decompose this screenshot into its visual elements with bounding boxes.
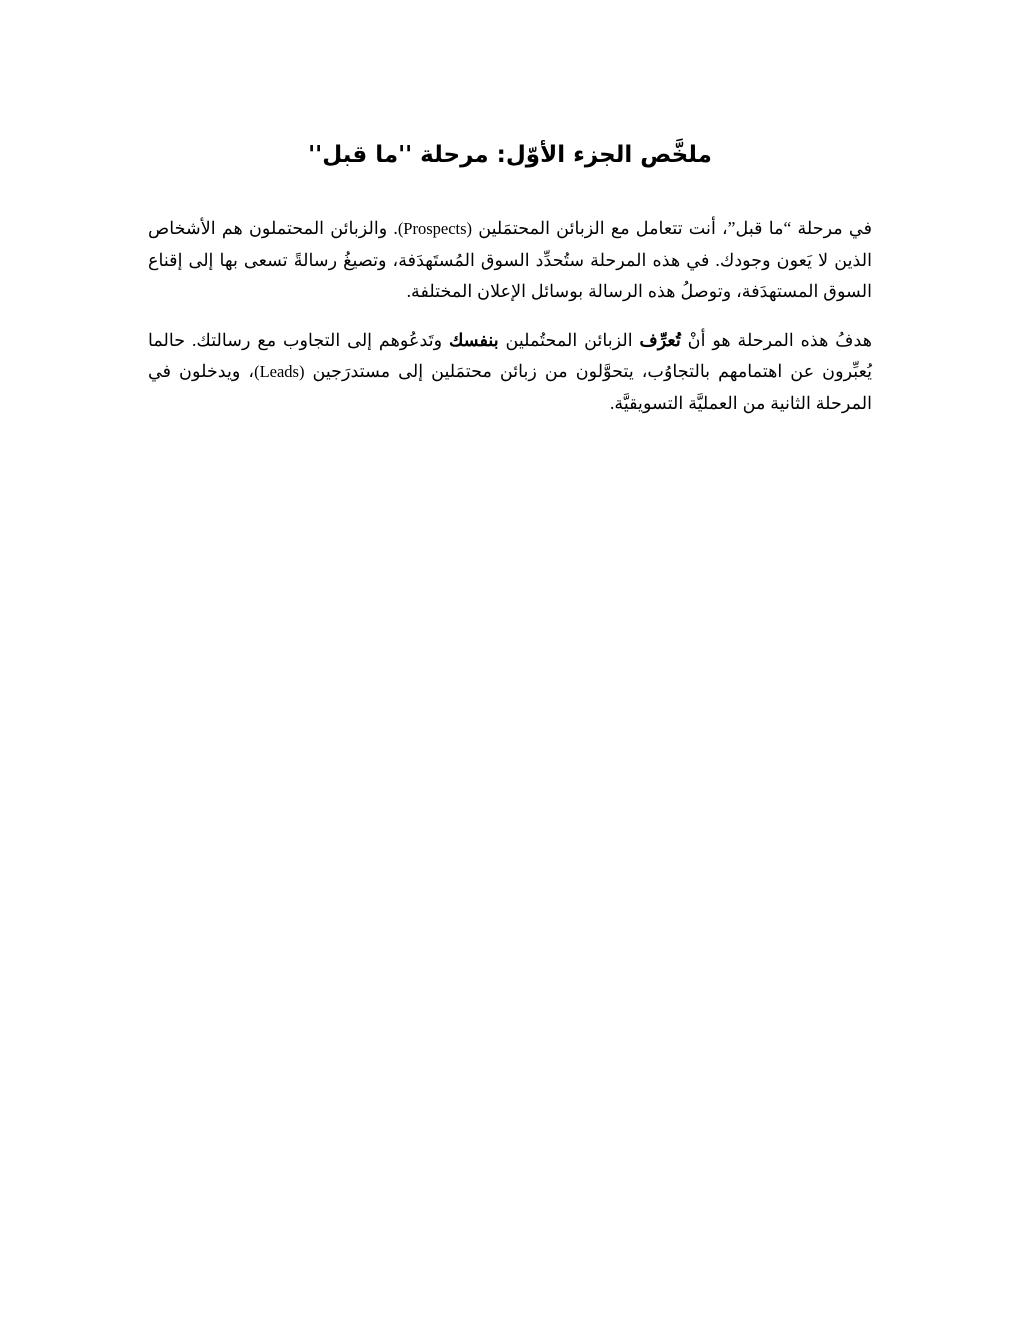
emphasis-text: بنفسك bbox=[448, 329, 499, 350]
latin-term: (Leads) bbox=[254, 362, 305, 381]
emphasis-text: تُعرِّف bbox=[639, 329, 681, 350]
body-paragraph-1: في مرحلة “ما قبل”، أنت تتعامل مع الزبائن المحتمَلين (Prospects). والزبائن المحتملون هم الأشخاص الذين لا يَعون وجودك. في هذه المرحلة ستُحدِّد السوق المُستَهدَفة، وتصيغُ رسالةً تسعى بها إلى إقناع السوق المستهدَفة، وتوصلُ هذه الرسالة بوسائل الإعلان المختلفة. bbox=[148, 218, 872, 301]
latin-term: (Prospects) bbox=[397, 219, 473, 238]
document-body bbox=[148, 213, 872, 419]
page-title: ملخَّص الجزء الأوّل: مرحلة ''ما قبل'' bbox=[308, 142, 712, 168]
body-paragraph-2: هدفُ هذه المرحلة هو أنْ تُعرِّف الزبائن المحتُملين بنفسك وتَدعُوهم إلى التجاوب مع رسالتك. حالما يُعبِّرون عن اهتمامهم بالتجاوُب، يتحوَّلون من زبائن محتمَلين إلى مستدرَجين (Leads)، ويدخلون في المرحلة الثانية من العمليَّة التسويقيَّة. bbox=[148, 329, 872, 413]
